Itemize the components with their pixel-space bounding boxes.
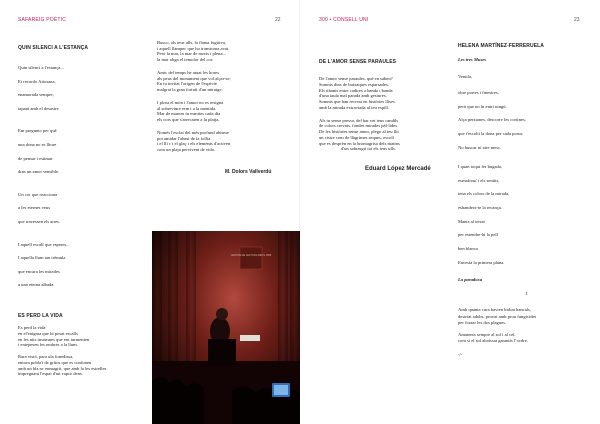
poem-line: enamorada sempre, — [18, 92, 54, 98]
poem-line: per estendre-hi la pell — [458, 232, 498, 238]
poem-les-tres-muses — [458, 44, 598, 358]
poem-line: com si el sol aboïssat garantís l' ordre. — [458, 338, 528, 344]
poem-title: ES PERD LA VIDA — [18, 313, 63, 319]
poem-line: Amic del temps he atuat les hores — [157, 69, 219, 75]
poem-line: que es desprèn en la bromagrisa dels matins — [319, 140, 400, 146]
poem-line: destriat adobs, provat amb prou fungicides — [458, 313, 537, 319]
poem-line: Busco, als teus ulls, la flama fugitiva, — [157, 40, 227, 45]
poet-name: HELENA MARTÍNEZ-FERRERUELA — [458, 43, 545, 49]
poem-line: a una eterna albada. — [18, 282, 55, 288]
poem-line: els cors que s'arrecaten a la platja, — [157, 117, 220, 123]
poem-line: ben blanca — [458, 245, 478, 251]
poem-line: Als tu sense pressa, del bar vet teus candils — [319, 117, 399, 123]
poem-line: I aquella llum tan trèmula — [18, 255, 66, 261]
poem-line: Mar de mareas tu esmites cada dia — [157, 111, 221, 117]
poem-title: DE L'AMOR SENSE PARAULES — [319, 59, 397, 65]
poem-line: En tu invitat l'origen de l'espècie — [157, 81, 217, 87]
poem-line: pot amidar l'abast de la follia — [157, 135, 211, 141]
poem-line: al sobreviure erm i a la mentida. — [157, 105, 217, 111]
poem-line: per foraar les dos plagues. — [458, 320, 507, 326]
poem-line: Em pregunto per què — [18, 128, 57, 134]
poem-line: a les eternes veus — [18, 205, 51, 211]
poem-line: Un cor que reacciona — [18, 191, 58, 197]
right-page — [300, 0, 600, 424]
poem-line: Ventila, — [458, 73, 473, 79]
poem-line: que encara les mirades — [18, 268, 60, 274]
poem-line: malgrat la gran fortuít d'un miratge. — [157, 87, 223, 93]
poem-quin-silenci — [18, 46, 143, 288]
page-number: 23 — [574, 17, 580, 23]
poem-line: una dona no es lliure — [18, 141, 57, 147]
poem-busco-continuation — [157, 40, 297, 175]
poem-line: esbandeix-te la recança. — [458, 204, 502, 210]
poem-line: i entepesen les ombres a la llum. — [18, 342, 78, 348]
poem-line: Somnis dins de butxaques esparsades, — [319, 81, 389, 87]
poem-line: que travessen els aires. — [18, 218, 61, 224]
poem-title: La paradoxa — [458, 276, 483, 282]
poem-title: QUIN SILENCI A L'ESTANÇA — [18, 45, 89, 51]
poem-line: i aquell llampec que ho transtorna avat. — [157, 45, 230, 51]
poem-line: esrnafona' t els sentits, — [458, 177, 500, 183]
poem-line: dins un amor sensible. — [18, 169, 60, 175]
poem-line: Somnis que han recreat en històries llises — [319, 99, 395, 105]
poem-line: en les nits insomnes que em turmenten — [18, 336, 90, 342]
poem-line: De l'amor sense paraules, què en saben? — [319, 76, 393, 82]
poem-line: Es perd la vida — [18, 325, 46, 331]
poem-line: Rara visió, para ula fonedissa, — [18, 354, 74, 360]
poem-line: Encesta la primera plana. — [458, 260, 505, 266]
poem-line: entorn pobla't de gritos que es confonen — [18, 359, 92, 365]
poem-author: Eduard López Mercadé — [365, 166, 431, 173]
poem-line: com un plaja pervivent de vida. — [157, 147, 215, 153]
poem-line: però que no hi entri ningú. — [458, 103, 507, 109]
poem-line: Mants al terrat — [458, 218, 485, 224]
poem-line: De les històries sense amor, plego al teu llit — [319, 129, 399, 135]
poem-es-perd-la-vida — [18, 313, 150, 377]
poem-line: Els tibants entre cadires a banda i banda — [319, 87, 393, 93]
poem-line: tapant amb el desastre — [18, 105, 59, 111]
poem-part-numeral: I — [526, 290, 528, 296]
poem-line: obre portes i finestres, — [458, 90, 499, 96]
poem-line: Amb quanta cura havien birbat bancals, — [458, 307, 531, 313]
poem-line: Amatents sempre al sol i al cel, — [458, 331, 516, 337]
poem-line: als peus del monument que vol alçar-se; — [157, 75, 231, 81]
poem-line: I aquell escalf que esperes... — [18, 241, 70, 247]
poem-line: que t'escolti la dona per cada porus. — [458, 130, 524, 136]
event-photo-illustration — [152, 231, 300, 424]
poem-author: M. Dolors Vallverdú — [225, 168, 272, 175]
poem-line: Però la mar, la mar de morts i plena... — [157, 51, 226, 57]
poem-line: d'una taula mal parada amb gestures. — [319, 93, 387, 99]
poem-line: I plora el mòn i l'amor no es resigna — [157, 99, 224, 105]
running-head: SAFAREIG POÈTIC — [18, 17, 67, 23]
poem-line: de pensar i estimar — [18, 155, 53, 161]
poem-line: de colors crevats, fondes mirades pàl·lides. — [319, 123, 399, 129]
poem-line: amb un bla nc enmagrit, que amb la les estrelles — [18, 365, 107, 371]
poem-line: Alça persianes, descorre les cortines, — [458, 117, 526, 123]
poem-line: d'un sabrasgit tot els teus ulls. — [341, 146, 396, 152]
banner-text: CENTRE DE LECTURA REUS 1859 — [230, 254, 272, 257]
poem-line: i el llí c i el glaç i els elements d'activen — [157, 141, 231, 147]
running-head: 300 • CONSELL UNI — [319, 17, 369, 23]
poem-title: Les tres Muses — [458, 57, 487, 62]
poem-line: amb la mirada extraviada al teu espill. — [319, 104, 390, 110]
poem-line: tena els colors de la mirada, — [458, 191, 510, 197]
poem-line: Només l'esclat del més profund abisme — [157, 129, 229, 135]
poem-end-marker: -/- — [458, 352, 463, 358]
poem-line: impregnant l'espai d'un vapor dens. — [18, 371, 83, 377]
poem-line: en el'enigma que hi posat escalls — [18, 330, 78, 336]
poem-line: Quin silenci a l'estança... — [18, 65, 64, 70]
event-photo — [152, 231, 300, 424]
poem-line: un cistre com de llàgrimes seques, escolí — [319, 134, 394, 140]
poem-line: No buscar ni aire mesc. — [458, 144, 502, 150]
poem-line: la mar obga el temolor del cor. — [157, 57, 214, 63]
poem-line: Et recordo Aitosana, — [18, 78, 56, 84]
page-number: 22 — [275, 17, 281, 23]
poem-line: I quan toqui fer bugada, — [458, 164, 503, 170]
poem-de-lamor-sense-paraules — [319, 59, 453, 174]
